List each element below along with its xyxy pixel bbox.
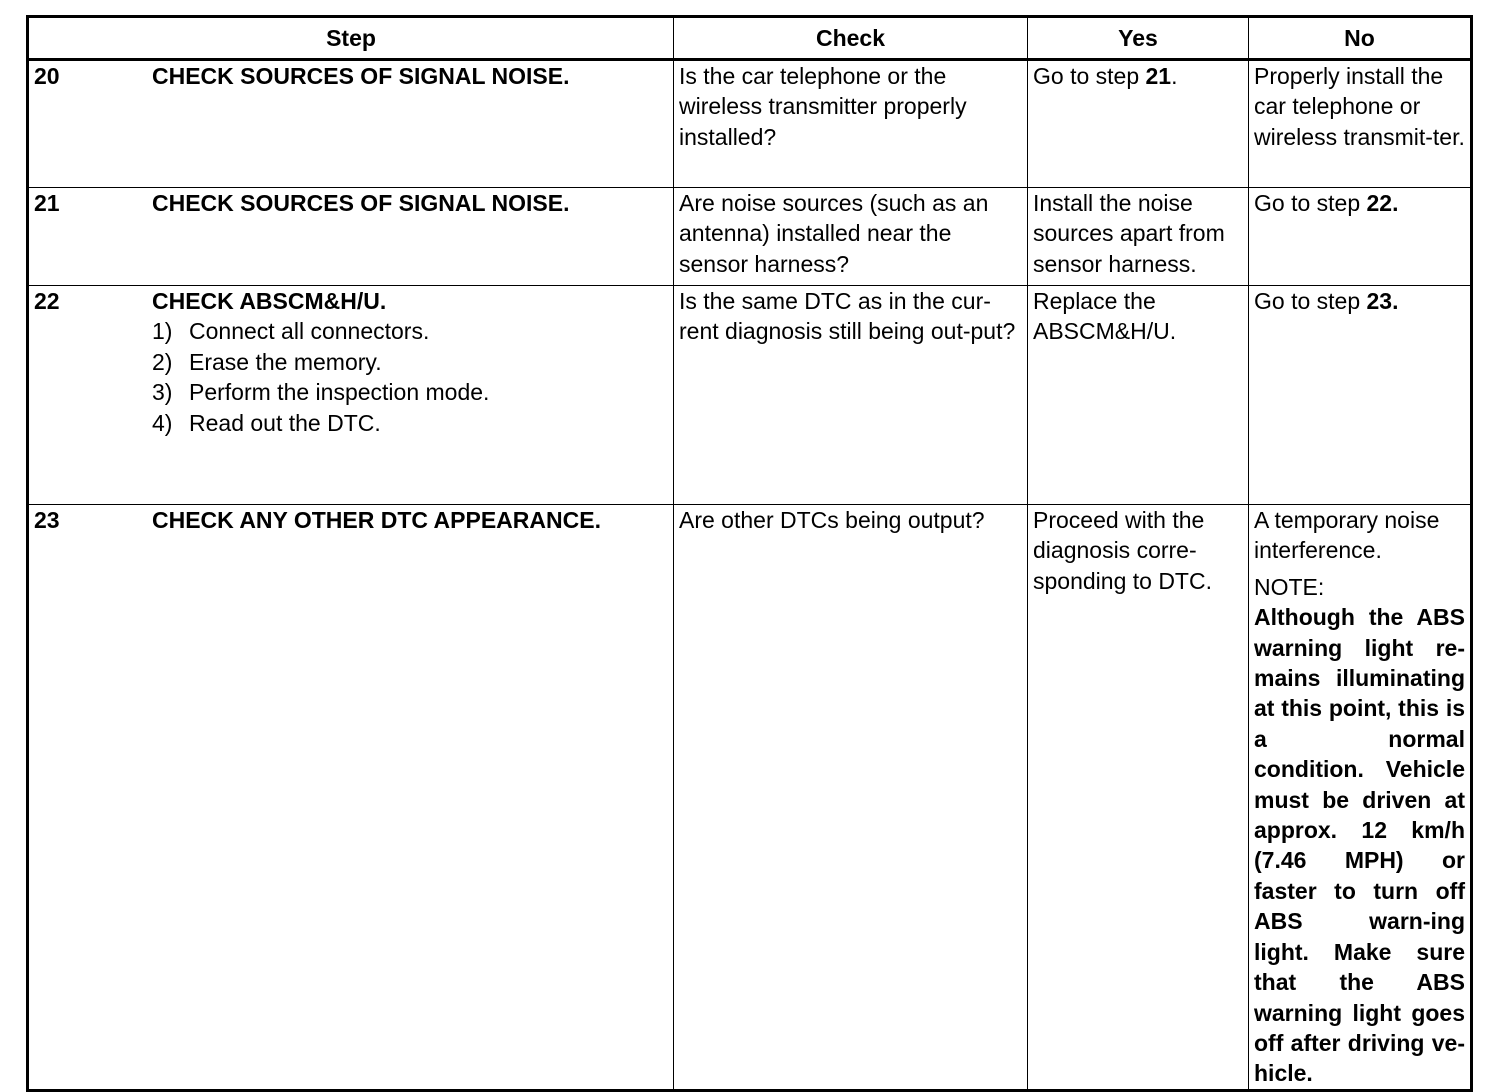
no-cell: Properly install the car telephone or wireless transmit-ter. xyxy=(1249,60,1472,188)
note-label: NOTE: xyxy=(1254,573,1325,600)
check-cell: Are other DTCs being output? xyxy=(674,505,1028,1091)
yes-text: Go to step xyxy=(1033,63,1146,89)
step-cell xyxy=(28,188,674,286)
list-item: 3) Perform the inspection mode. xyxy=(152,379,490,406)
step-title: CHECK ANY OTHER DTC APPEARANCE. xyxy=(152,507,601,533)
note-body: Although the ABS warning light re-mains illuminating at this point, this is a normal condition. Vehicle must be driven at approx. 12 km/h (7.46 MPH) or faster to turn off ABS warn-ing light. Make sure that the ABS warning light goes off after driving ve-hicle. xyxy=(1254,604,1465,1087)
step-number: 22 xyxy=(34,288,60,314)
step-title: CHECK ABSCM&H/U. xyxy=(152,288,387,314)
no-text: A temporary noise interference. xyxy=(1254,507,1440,564)
step-number: 20 xyxy=(34,63,60,89)
step-ref: 23 xyxy=(1366,288,1393,314)
header-step: Step xyxy=(28,17,674,60)
step-cell xyxy=(28,60,674,188)
no-cell xyxy=(1249,286,1472,505)
yes-cell: Proceed with the diagnosis corre-sponding to DTC. xyxy=(1028,505,1249,1091)
header-yes: Yes xyxy=(1028,17,1249,60)
no-text: Go to step xyxy=(1254,190,1367,216)
table-row xyxy=(28,60,1472,188)
no-cell xyxy=(1249,188,1472,286)
step-number: 21 xyxy=(34,190,60,216)
step-ref: 22 xyxy=(1366,190,1393,216)
check-cell: Are noise sources (such as an antenna) installed near the sensor harness? xyxy=(674,188,1028,286)
yes-cell: Install the noise sources apart from sensor harness. xyxy=(1028,188,1249,286)
list-item: 4) Read out the DTC. xyxy=(152,409,381,436)
step-title: CHECK SOURCES OF SIGNAL NOISE. xyxy=(152,63,570,89)
header-no: No xyxy=(1249,17,1472,60)
step-cell xyxy=(28,286,674,505)
yes-cell xyxy=(1028,60,1249,188)
table-row xyxy=(28,505,1472,1091)
check-cell: Is the car telephone or the wireless transmitter properly installed? xyxy=(674,60,1028,188)
step-cell xyxy=(28,505,674,1091)
check-cell: Is the same DTC as in the cur-rent diagnosis still being out-put? xyxy=(674,286,1028,505)
no-text: Go to step xyxy=(1254,288,1367,314)
diagnostic-table xyxy=(26,15,1473,1092)
no-suffix: . xyxy=(1392,190,1399,216)
step-number: 23 xyxy=(34,507,60,533)
table-header-row xyxy=(28,17,1472,60)
no-cell xyxy=(1249,505,1472,1091)
header-check: Check xyxy=(674,17,1028,60)
step-title: CHECK SOURCES OF SIGNAL NOISE. xyxy=(152,190,570,216)
yes-suffix: . xyxy=(1171,63,1178,89)
no-suffix: . xyxy=(1392,288,1399,314)
substep-list xyxy=(34,316,668,438)
list-item: 1) Connect all connectors. xyxy=(152,318,430,345)
yes-cell: Replace the ABSCM&H/U. xyxy=(1028,286,1249,505)
list-item: 2) Erase the memory. xyxy=(152,348,382,375)
table-row xyxy=(28,286,1472,505)
step-ref: 21 xyxy=(1145,63,1172,89)
table-row xyxy=(28,188,1472,286)
